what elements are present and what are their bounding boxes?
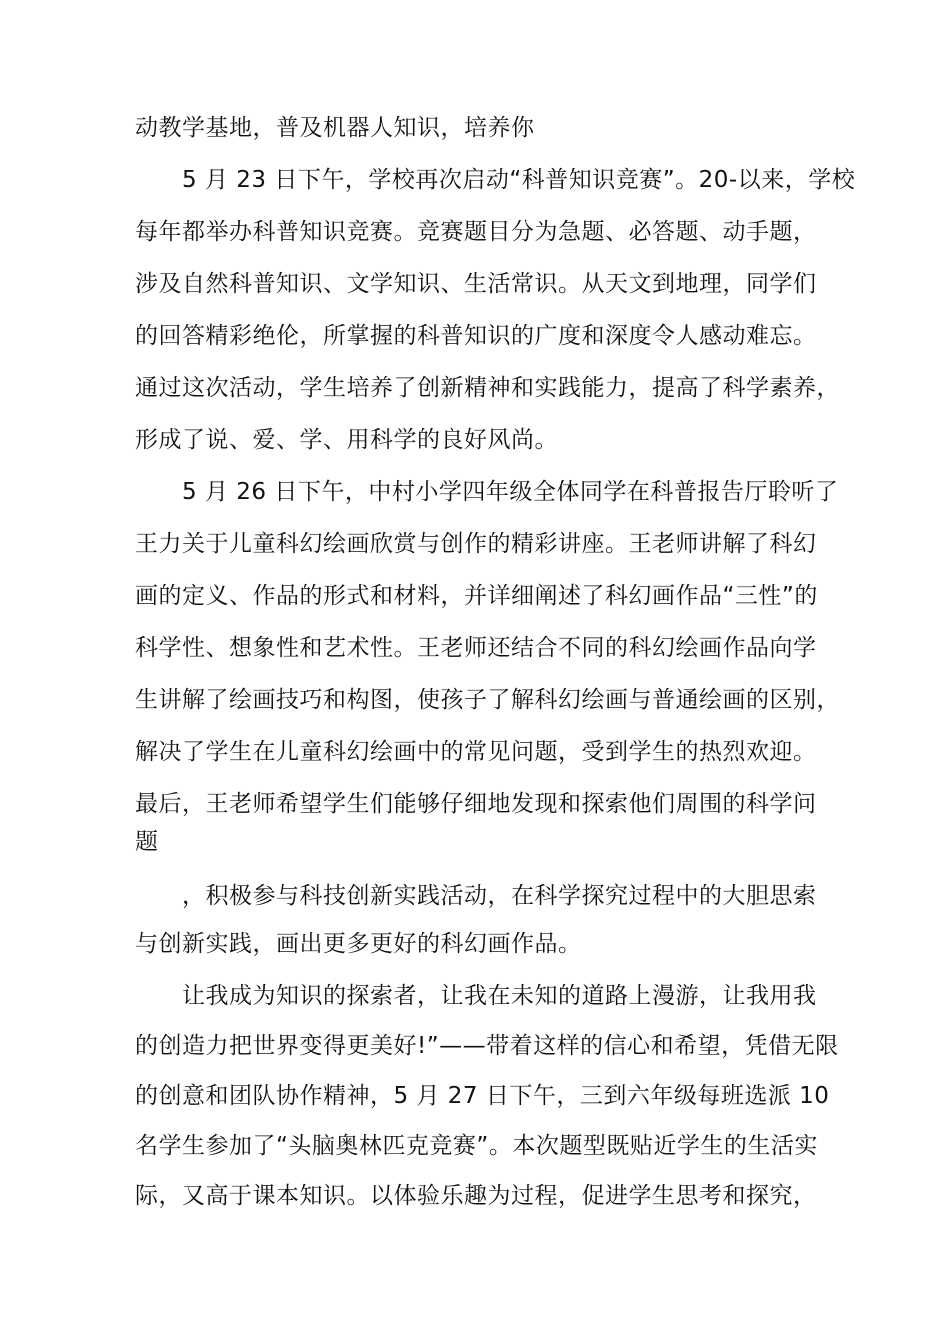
text-line: 王力关于儿童科幻绘画欣赏与创作的精彩讲座。王老师讲解了科幻 bbox=[135, 531, 817, 557]
text-line: 名学生参加了“头脑奥林匹克竞赛”。本次题型既贴近学生的生活实 bbox=[135, 1133, 818, 1159]
text-line: 最后，王老师希望学生们能够仔细地发现和探索他们周围的科学问 bbox=[135, 791, 817, 817]
text-line: 题 bbox=[135, 829, 159, 855]
text-line: 际，又高于课本知识。以体验乐趣为过程，促进学生思考和探究， bbox=[135, 1183, 817, 1209]
text-line: 5 月 26 日下午，中村小学四年级全体同学在科普报告厅聆听了 bbox=[182, 479, 839, 505]
text-line: 的回答精彩绝伦，所掌握的科普知识的广度和深度令人感动难忘。 bbox=[135, 323, 817, 349]
text-line: 形成了说、爱、学、用科学的良好风尚。 bbox=[135, 427, 558, 453]
text-line: ，积极参与科技创新实践活动，在科学探究过程中的大胆思索 bbox=[182, 883, 817, 909]
text-line: 解决了学生在儿童科幻绘画中的常见问题，受到学生的热烈欢迎。 bbox=[135, 739, 817, 765]
text-line: 每年都举办科普知识竞赛。竞赛题目分为急题、必答题、动手题， bbox=[135, 219, 817, 245]
text-line: 科学性、想象性和艺术性。王老师还结合不同的科幻绘画作品向学 bbox=[135, 635, 817, 661]
text-line: 通过这次活动，学生培养了创新精神和实践能力，提高了科学素养， bbox=[135, 375, 840, 401]
text-line: 5 月 23 日下午，学校再次启动“科普知识竞赛”。20-以来，学校 bbox=[182, 167, 856, 193]
text-line: 的创意和团队协作精神，5 月 27 日下午，三到六年级每班选派 10 bbox=[135, 1083, 830, 1109]
text-line: 动教学基地，普及机器人知识，培养你 bbox=[135, 115, 535, 141]
text-line: 画的定义、作品的形式和材料，并详细阐述了科幻画作品“三性”的 bbox=[135, 583, 818, 609]
text-line: 涉及自然科普知识、文学知识、生活常识。从天文到地理，同学们 bbox=[135, 271, 817, 297]
text-line: 与创新实践，画出更多更好的科幻画作品。 bbox=[135, 931, 582, 957]
text-line: 的创造力把世界变得更美好!”——带着这样的信心和希望，凭借无限 bbox=[135, 1033, 839, 1059]
text-line: 让我成为知识的探索者，让我在未知的道路上漫游，让我用我 bbox=[182, 983, 817, 1009]
text-line: 生讲解了绘画技巧和构图，使孩子了解科幻绘画与普通绘画的区别， bbox=[135, 687, 840, 713]
